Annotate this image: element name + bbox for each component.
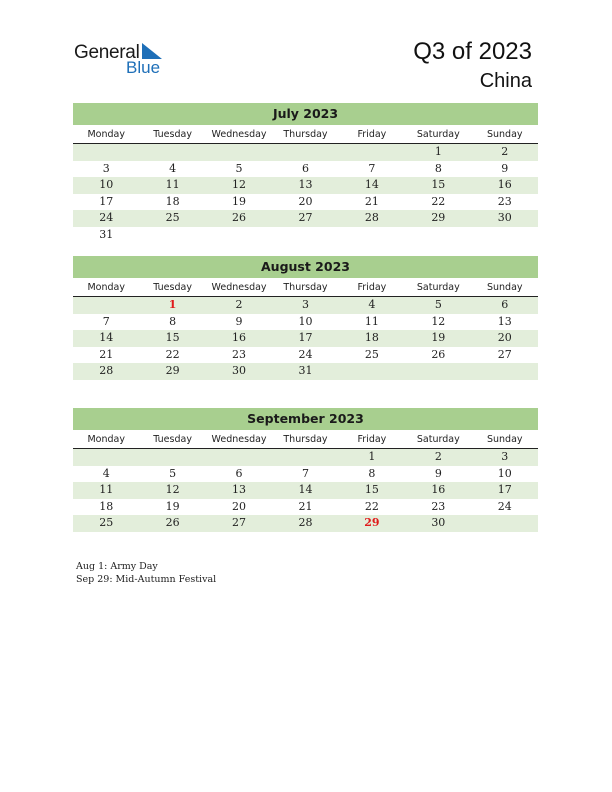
weekday-header-row xyxy=(73,126,538,144)
weekday-header-row xyxy=(73,431,538,449)
day-cell: 23 xyxy=(232,347,247,361)
holiday-notes xyxy=(76,560,216,586)
day-cell: 20 xyxy=(497,331,512,344)
day-cell: 28 xyxy=(364,211,379,224)
day-cell xyxy=(339,363,405,380)
day-cell: 27 xyxy=(497,347,512,361)
month-title: August 2023 xyxy=(73,256,538,278)
weekday-header-row xyxy=(73,279,538,297)
month-title: July 2023 xyxy=(73,103,538,125)
day-cell: 30 xyxy=(497,211,512,224)
day-cell xyxy=(139,144,205,161)
weekday-label: Thursday xyxy=(283,129,328,140)
day-cell xyxy=(139,227,205,244)
day-cell: 25 xyxy=(364,347,379,361)
day-cell: 2 xyxy=(434,450,442,463)
day-cell: 9 xyxy=(434,466,442,480)
day-cell: 13 xyxy=(497,314,512,328)
day-cell: 22 xyxy=(165,347,180,361)
week-row xyxy=(73,363,538,380)
week-row xyxy=(73,297,538,314)
day-cell: 30 xyxy=(232,364,247,377)
day-cell: 12 xyxy=(165,483,180,496)
day-cell: 15 xyxy=(165,331,180,344)
day-cell: 2 xyxy=(501,145,509,158)
day-cell xyxy=(272,449,338,466)
weekday-label: Saturday xyxy=(416,129,460,140)
week-row xyxy=(73,314,538,331)
weekday-label: Monday xyxy=(87,282,125,293)
day-cell: 11 xyxy=(165,178,180,191)
day-cell: 1 xyxy=(434,145,442,158)
day-cell: 17 xyxy=(497,483,512,496)
brand-logo xyxy=(74,40,184,80)
day-cell: 29 xyxy=(431,211,446,224)
day-cell xyxy=(472,515,538,532)
holiday-day-cell: 29 xyxy=(364,516,380,529)
holiday-note: Sep 29: Mid-Autumn Festival xyxy=(76,574,217,585)
weekday-label: Sunday xyxy=(486,129,523,140)
day-cell xyxy=(73,144,139,161)
day-cell: 19 xyxy=(232,194,247,208)
day-cell: 18 xyxy=(364,331,379,344)
day-cell: 17 xyxy=(99,194,114,208)
weekday-label: Monday xyxy=(87,434,125,445)
month-calendar xyxy=(73,256,538,380)
day-cell: 18 xyxy=(165,194,180,208)
day-cell xyxy=(206,144,272,161)
day-cell: 16 xyxy=(497,178,512,191)
day-cell xyxy=(206,449,272,466)
day-cell: 6 xyxy=(301,161,309,175)
week-row xyxy=(73,177,538,194)
day-cell: 24 xyxy=(497,499,512,513)
holiday-note: Aug 1: Army Day xyxy=(76,561,158,572)
week-row xyxy=(73,515,538,532)
day-cell: 4 xyxy=(169,161,177,175)
day-cell: 17 xyxy=(298,331,313,344)
week-row xyxy=(73,227,538,244)
day-cell: 23 xyxy=(431,499,446,513)
day-cell: 26 xyxy=(165,516,180,529)
holiday-day-cell: 1 xyxy=(168,298,177,311)
day-cell: 28 xyxy=(298,516,313,529)
day-cell: 10 xyxy=(99,178,114,191)
day-cell: 19 xyxy=(165,499,180,513)
weekday-label: Friday xyxy=(357,282,387,293)
page-title: Q3 of 2023 xyxy=(413,38,532,65)
day-cell: 31 xyxy=(99,227,114,241)
day-cell: 22 xyxy=(364,499,379,513)
brand-general-text: General xyxy=(74,42,140,63)
weekday-label: Saturday xyxy=(416,282,460,293)
day-cell: 14 xyxy=(99,331,114,344)
day-cell xyxy=(472,363,538,380)
day-cell: 20 xyxy=(232,499,247,513)
day-cell xyxy=(405,227,471,244)
day-cell: 28 xyxy=(99,364,114,377)
day-cell: 27 xyxy=(298,211,313,224)
week-row xyxy=(73,347,538,364)
day-cell xyxy=(206,227,272,244)
weekday-label: Tuesday xyxy=(153,129,192,140)
day-cell xyxy=(272,227,338,244)
weekday-label: Sunday xyxy=(486,282,523,293)
day-cell xyxy=(339,144,405,161)
week-row xyxy=(73,210,538,227)
day-cell: 18 xyxy=(99,499,114,513)
day-cell: 5 xyxy=(235,161,243,175)
month-calendar xyxy=(73,408,538,532)
day-cell: 13 xyxy=(298,178,313,191)
day-cell: 26 xyxy=(431,347,446,361)
day-cell xyxy=(272,144,338,161)
country-label: China xyxy=(479,70,532,92)
day-cell: 7 xyxy=(368,161,376,175)
week-row xyxy=(73,144,538,161)
day-cell: 15 xyxy=(364,483,379,496)
day-cell: 12 xyxy=(232,178,247,191)
day-cell: 9 xyxy=(235,314,243,328)
weekday-label: Monday xyxy=(87,129,125,140)
day-cell: 8 xyxy=(434,161,442,175)
weekday-label: Friday xyxy=(357,434,387,445)
day-cell: 26 xyxy=(232,211,247,224)
day-cell: 15 xyxy=(431,178,446,191)
day-cell: 1 xyxy=(368,450,376,463)
day-cell: 31 xyxy=(298,364,313,377)
day-cell: 3 xyxy=(102,161,110,175)
weekday-label: Thursday xyxy=(283,434,328,445)
day-cell xyxy=(472,227,538,244)
weekday-label: Wednesday xyxy=(211,282,267,293)
day-cell: 24 xyxy=(298,347,313,361)
day-cell xyxy=(139,449,205,466)
weekday-label: Tuesday xyxy=(153,282,192,293)
day-cell: 8 xyxy=(169,314,177,328)
day-cell: 16 xyxy=(232,331,247,344)
day-cell: 2 xyxy=(235,298,243,311)
day-cell: 5 xyxy=(434,298,442,311)
logo-triangle-icon xyxy=(142,43,162,59)
day-cell: 4 xyxy=(102,466,110,480)
day-cell: 19 xyxy=(431,331,446,344)
day-cell: 13 xyxy=(232,483,247,496)
day-cell: 14 xyxy=(298,483,313,496)
day-cell: 25 xyxy=(165,211,180,224)
day-cell xyxy=(339,227,405,244)
day-cell: 24 xyxy=(99,211,114,224)
day-cell xyxy=(73,297,139,314)
day-cell: 9 xyxy=(501,161,509,175)
week-row xyxy=(73,161,538,178)
month-calendar xyxy=(73,103,538,243)
brand-blue-text: Blue xyxy=(126,58,161,77)
day-cell: 7 xyxy=(301,466,309,480)
day-cell: 7 xyxy=(102,314,110,328)
day-cell: 3 xyxy=(501,450,509,463)
day-cell: 23 xyxy=(497,194,512,208)
day-cell: 21 xyxy=(99,347,114,361)
day-cell: 8 xyxy=(368,466,376,480)
day-cell: 4 xyxy=(368,298,376,311)
day-cell: 11 xyxy=(364,314,379,328)
day-cell xyxy=(73,449,139,466)
week-row xyxy=(73,194,538,211)
weekday-label: Thursday xyxy=(283,282,328,293)
weekday-label: Tuesday xyxy=(153,434,192,445)
day-cell: 22 xyxy=(431,194,446,208)
weekday-label: Wednesday xyxy=(211,129,267,140)
day-cell: 3 xyxy=(301,298,309,311)
day-cell: 21 xyxy=(298,499,313,513)
week-row xyxy=(73,482,538,499)
weekday-label: Wednesday xyxy=(211,434,267,445)
week-row xyxy=(73,330,538,347)
week-row xyxy=(73,449,538,466)
weekday-label: Friday xyxy=(357,129,387,140)
day-cell: 30 xyxy=(431,516,446,529)
day-cell: 16 xyxy=(431,483,446,496)
day-cell: 10 xyxy=(298,314,313,328)
month-title: September 2023 xyxy=(73,408,538,430)
week-row xyxy=(73,499,538,516)
week-row xyxy=(73,466,538,483)
day-cell: 6 xyxy=(235,466,243,480)
weekday-label: Saturday xyxy=(416,434,460,445)
day-cell: 29 xyxy=(165,364,180,377)
day-cell: 14 xyxy=(364,178,379,191)
day-cell: 25 xyxy=(99,516,114,529)
day-cell: 10 xyxy=(497,466,512,480)
day-cell: 11 xyxy=(99,483,114,496)
weekday-label: Sunday xyxy=(486,434,523,445)
day-cell: 12 xyxy=(431,314,446,328)
day-cell: 20 xyxy=(298,194,313,208)
day-cell: 6 xyxy=(501,298,509,311)
day-cell: 21 xyxy=(364,194,379,208)
day-cell: 5 xyxy=(169,466,177,480)
day-cell: 27 xyxy=(232,516,247,529)
day-cell xyxy=(405,363,471,380)
